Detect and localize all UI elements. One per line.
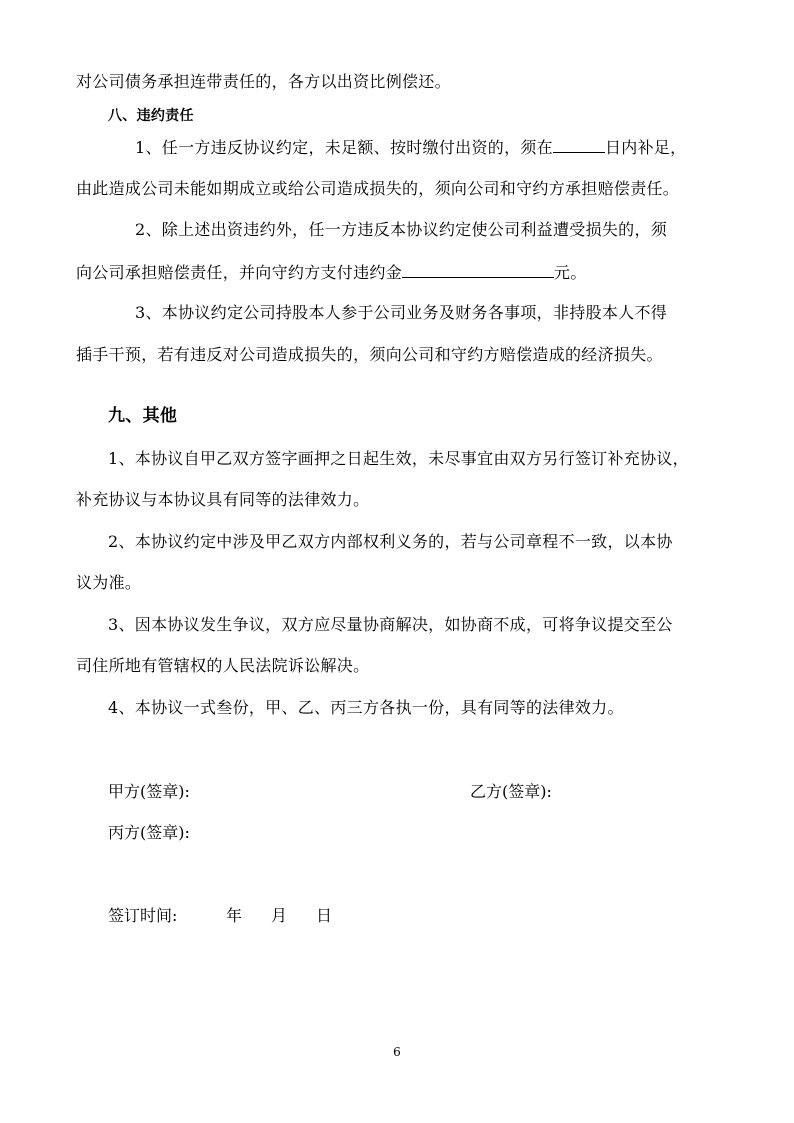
section-9-clause-1-line-2: 补充协议与本协议具有同等的法律效力。 <box>76 490 370 509</box>
section-9-clause-2-line-1: 2、本协议约定中涉及甲乙双方内部权利义务的，若与公司章程不一致，以本协 <box>108 532 673 551</box>
section-9-clause-3-line-2: 司住所地有管辖权的人民法院诉讼解决。 <box>76 656 370 675</box>
section-8-clause-3-line-1: 3、本协议约定公司持股本人参于公司业务及财务各事项，非持股本人不得 <box>135 303 668 322</box>
section-9-heading: 九、其他 <box>108 406 178 426</box>
section-9-clause-3-line-1: 3、因本协议发生争议，双方应尽量协商解决，如协商不成，可将争议提交至公 <box>108 615 673 634</box>
penalty-amount-blank-field <box>402 262 554 278</box>
party-b-signature-label: 乙方(签章): <box>470 782 552 801</box>
section-9-clause-2-line-2: 议为准。 <box>76 573 142 592</box>
section-8-clause-2-line-1: 2、除上述出资违约外，任一方违反本协议约定使公司利益遭受损失的，须 <box>135 220 668 239</box>
section-9-clause-4-line-1: 4、本协议一式叁份，甲、乙、丙三方各执一份，具有同等的法律效力。 <box>108 698 624 717</box>
party-a-signature-label: 甲方(签章): <box>108 782 190 801</box>
section-9-clause-1-line-1: 1、本协议自甲乙双方签字画押之日起生效，未尽事宜由双方另行签订补充协议， <box>108 449 689 468</box>
clause-text: 1、任一方违反协议约定，未足额、按时缴付出资的，须在 <box>135 138 553 157</box>
continuation-text: 对公司债务承担连带责任的，各方以出资比例偿还。 <box>76 72 451 91</box>
signing-date-label: 签订时间: <box>108 906 178 925</box>
section-8-clause-1-line-1 <box>135 137 687 158</box>
section-8-clause-1-line-2: 由此造成公司未能如期成立或给公司造成损失的，须向公司和守约方承担赔偿责任。 <box>76 179 680 198</box>
clause-text: 日内补足， <box>604 138 687 157</box>
days-blank-field <box>553 137 605 153</box>
clause-text: 元。 <box>554 263 587 282</box>
section-8-heading: 八、违约责任 <box>108 108 194 124</box>
party-c-signature-label: 丙方(签章): <box>108 823 190 842</box>
page-number: 6 <box>393 1045 401 1059</box>
signing-date-year: 年 <box>226 906 243 925</box>
signing-date-month: 月 <box>271 906 288 925</box>
clause-text: 向公司承担赔偿责任，并向守约方支付违约金 <box>76 263 403 282</box>
section-8-clause-2-line-2 <box>76 262 587 283</box>
section-8-clause-3-line-2: 插手干预，若有违反对公司造成损失的，须向公司和守约方赔偿造成的经济损失。 <box>76 345 663 364</box>
signing-date-day: 日 <box>316 906 333 925</box>
